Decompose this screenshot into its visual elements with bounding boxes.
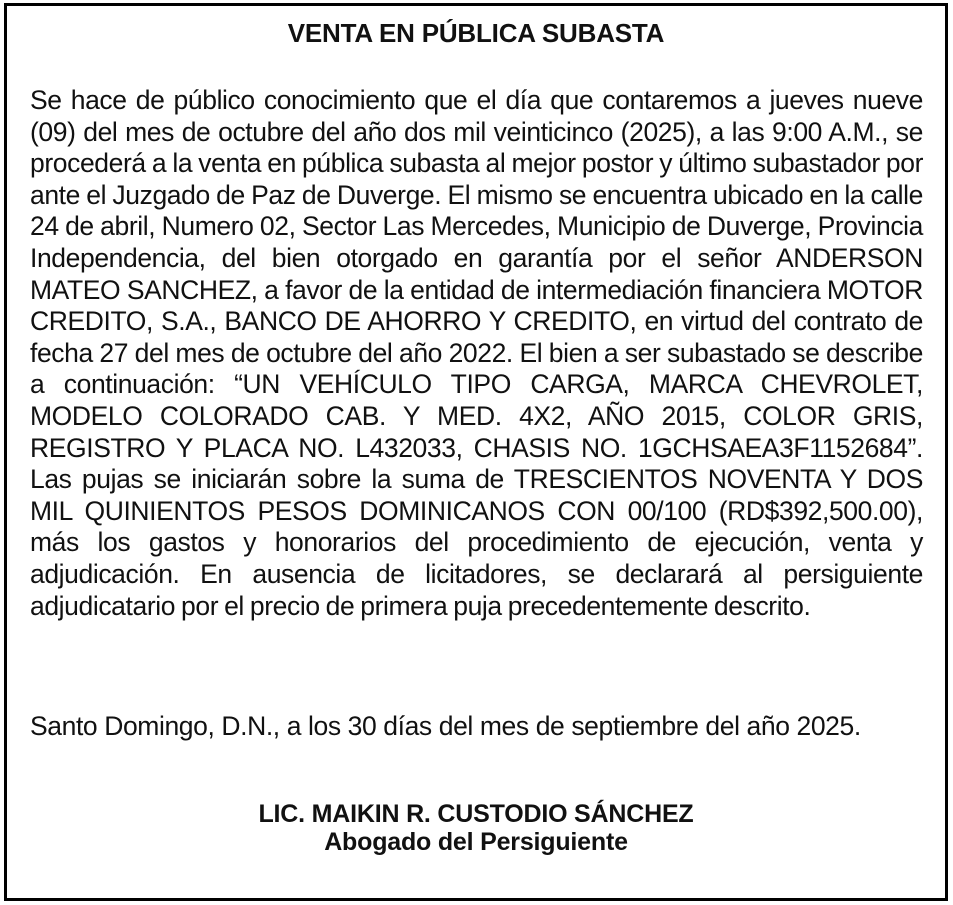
signer-name: LIC. MAIKIN R. CUSTODIO SÁNCHEZ bbox=[258, 800, 694, 828]
notice-title: VENTA EN PÚBLICA SUBASTA bbox=[287, 18, 665, 48]
signer-role: Abogado del Persiguiente bbox=[324, 828, 628, 856]
notice-date-line: Santo Domingo, D.N., a los 30 días del mes de septiembre del año 2025. bbox=[30, 711, 861, 741]
notice-body: Se hace de público conocimiento que el día que contaremos a jueves nueve (09) del mes de octubre del año dos mil veinticinco (2025), a las 9:00 A.M., se procederá a la venta en pública subasta al mejor postor y último subastador por ante el Juzgado de Paz de Duverge. El mismo se encuentra ubicado en la calle 24 de abril, Numero 02, Sector Las Mercedes, Municipio de Duverge, Provincia Independencia, del bien otorgado en garantía por el señor ANDERSON MATEO SANCHEZ, a favor de la entidad de intermediación financiera MOTOR CREDITO, S.A., BANCO DE AHORRO Y CREDITO, en virtud del contrato de fecha 27 del mes de octubre del año 2022. El bien a ser subastado se describe a continuación: “UN VEHÍCULO TIPO CARGA, MARCA CHEVROLET, MODELO COLORADO CAB. Y MED. 4X2, AÑO 2015, COLOR GRIS, REGISTRO Y PLACA NO. L432033, CHASIS NO. 1GCHSAEA3F1152684”. Las pujas se iniciarán sobre la suma de TRESCIENTOS NOVENTA Y DOS MIL QUINIENTOS PESOS DOMINICANOS CON 00/100 (RD$392,500.00), más los gastos y honorarios del procedimiento de ejecución, venta y adjudicación. En ausencia de licitadores, se declarará al persiguiente adjudicatario por el precio de primera puja precedentemente descrito. bbox=[30, 85, 923, 621]
auction-notice bbox=[4, 3, 948, 901]
signature-block bbox=[7, 800, 945, 856]
